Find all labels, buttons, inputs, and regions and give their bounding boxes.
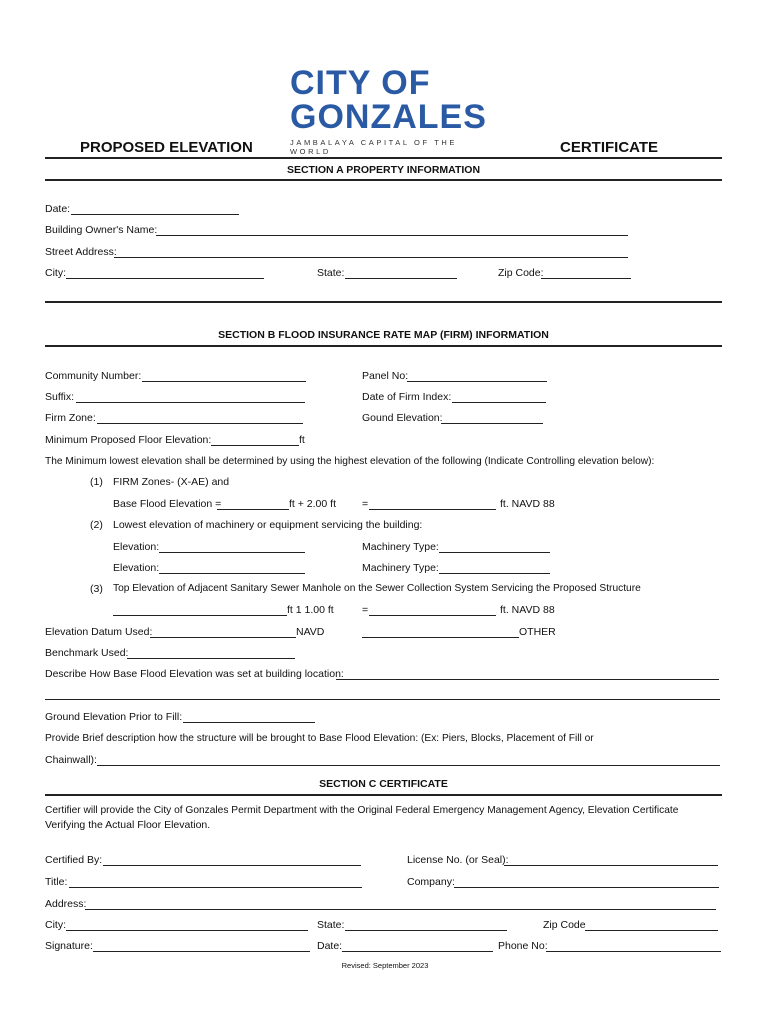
sewer-result-field[interactable] xyxy=(369,615,496,616)
describe-field[interactable] xyxy=(336,679,719,680)
company-field[interactable] xyxy=(454,887,719,888)
datum-label: Elevation Datum Used: xyxy=(45,626,153,638)
company-label: Company: xyxy=(407,876,455,888)
section-b-bottom-rule xyxy=(45,345,722,347)
logo-tagline: JAMBALAYA CAPITAL OF THE WORLD xyxy=(290,138,458,156)
panel-label: Panel No: xyxy=(362,370,409,382)
datum-navd: NAVD xyxy=(296,626,325,638)
elevation2-field[interactable] xyxy=(159,573,305,574)
bfe-equals: = xyxy=(362,498,369,510)
street-field[interactable] xyxy=(114,257,628,258)
community-label: Community Number: xyxy=(45,370,142,382)
community-field[interactable] xyxy=(142,381,306,382)
logo-line1: CITY OF xyxy=(290,64,431,102)
min-floor-unit: ft xyxy=(299,434,305,446)
c-state-field[interactable] xyxy=(345,930,507,931)
c-city-field[interactable] xyxy=(66,930,308,931)
section-c-rule xyxy=(45,794,722,796)
section-c-heading: SECTION C CERTIFICATE xyxy=(319,778,448,790)
suffix-label: Suffix: xyxy=(45,391,74,403)
datum-navd-field[interactable] xyxy=(150,637,296,638)
state-label: State: xyxy=(317,267,345,279)
item3-number: (3) xyxy=(90,583,103,595)
item1-number: (1) xyxy=(90,476,103,488)
c-zip-field[interactable] xyxy=(585,930,718,931)
item2-text: Lowest elevation of machinery or equipment servicing the building: xyxy=(113,519,423,531)
date-label: Date: xyxy=(45,203,71,215)
section-a-top-rule xyxy=(45,157,722,159)
signature-label: Signature: xyxy=(45,940,93,952)
bfe-plus: ft + 2.00 ft xyxy=(289,498,336,510)
c-zip-label: Zip Code xyxy=(543,919,586,931)
section-c-para-line1: Certifier will provide the City of Gonzales Permit Department with the Original Federal Emergency Management Agency, Elevation Certificate xyxy=(45,805,679,816)
ground-field[interactable] xyxy=(441,423,543,424)
sewer-field[interactable] xyxy=(113,615,287,616)
c-date-label: Date: xyxy=(317,940,343,952)
bfe-label: Base Flood Elevation = xyxy=(113,498,222,510)
title-left: PROPOSED ELEVATION xyxy=(80,139,253,156)
item3-text: Top Elevation of Adjacent Sanitary Sewer Manhole on the Sewer Collection System Servicing the Proposed Structure xyxy=(113,583,641,594)
phone-label: Phone No: xyxy=(498,940,548,952)
describe-label: Describe How Base Flood Elevation was set at building location: xyxy=(45,668,344,680)
provide-label: Provide Brief description how the structure will be brought to Base Flood Elevation: (Ex: Piers, Blocks, Placement of Fill or xyxy=(45,733,594,744)
sewer-plus: ft 1 1.00 ft xyxy=(287,604,334,616)
datum-other-field[interactable] xyxy=(362,637,519,638)
describe-field-line2[interactable] xyxy=(45,699,720,700)
machinery1-label: Machinery Type: xyxy=(362,541,439,553)
zip-field[interactable] xyxy=(541,278,631,279)
firm-date-label: Date of Firm Index: xyxy=(362,391,452,403)
c-date-field[interactable] xyxy=(342,951,493,952)
section-c-para-line2: Verifying the Actual Floor Elevation. xyxy=(45,819,211,831)
title-field[interactable] xyxy=(69,887,362,888)
section-b-heading: SECTION B FLOOD INSURANCE RATE MAP (FIRM) INFORMATION xyxy=(218,329,549,341)
elevation1-field[interactable] xyxy=(159,552,305,553)
c-state-label: State: xyxy=(317,919,345,931)
title-label: Title: xyxy=(45,876,68,888)
item1-text: FIRM Zones- (X-AE) and xyxy=(113,476,230,488)
machinery2-label: Machinery Type: xyxy=(362,562,439,574)
city-field[interactable] xyxy=(66,278,264,279)
instruction-text: The Minimum lowest elevation shall be determined by using the highest elevation of the following (Indicate Controlling elevation below): xyxy=(45,456,655,467)
chainwall-field[interactable] xyxy=(97,765,720,766)
date-field[interactable] xyxy=(71,214,239,215)
owner-field[interactable] xyxy=(156,235,628,236)
state-field[interactable] xyxy=(345,278,457,279)
item2-number: (2) xyxy=(90,519,103,531)
firm-zone-field[interactable] xyxy=(97,423,303,424)
min-floor-field[interactable] xyxy=(211,445,299,446)
elevation2-label: Elevation: xyxy=(113,562,160,574)
certified-by-field[interactable] xyxy=(103,865,361,866)
benchmark-field[interactable] xyxy=(127,658,295,659)
bfe-result-field[interactable] xyxy=(369,509,496,510)
section-b-top-rule xyxy=(45,301,722,303)
signature-field[interactable] xyxy=(93,951,310,952)
title-right: CERTIFICATE xyxy=(560,139,659,156)
license-field[interactable] xyxy=(504,865,718,866)
certified-by-label: Certified By: xyxy=(45,854,103,866)
ground-label: Gound Elevation: xyxy=(362,412,443,424)
logo-line2: GONZALES xyxy=(290,98,487,136)
phone-field[interactable] xyxy=(546,951,721,952)
suffix-field[interactable] xyxy=(76,402,305,403)
section-a-heading: SECTION A PROPERTY INFORMATION xyxy=(286,164,481,176)
bfe-field[interactable] xyxy=(217,509,289,510)
ground-prior-field[interactable] xyxy=(183,722,315,723)
firm-date-field[interactable] xyxy=(452,402,546,403)
firm-zone-label: Firm Zone: xyxy=(45,412,96,424)
panel-field[interactable] xyxy=(407,381,547,382)
zip-label: Zip Code: xyxy=(498,267,544,279)
section-a-bottom-rule xyxy=(45,179,722,181)
machinery1-field[interactable] xyxy=(439,552,550,553)
datum-other: OTHER xyxy=(519,626,556,638)
street-label: Street Address: xyxy=(45,246,117,258)
bfe-navd: ft. NAVD 88 xyxy=(500,498,555,510)
owner-label: Building Owner's Name: xyxy=(45,224,158,236)
sewer-navd: ft. NAVD 88 xyxy=(500,604,555,616)
min-floor-label: Minimum Proposed Floor Elevation: xyxy=(45,434,212,446)
benchmark-label: Benchmark Used: xyxy=(45,647,129,659)
elevation1-label: Elevation: xyxy=(113,541,160,553)
revised-footer: Revised: September 2023 xyxy=(341,961,429,970)
address-label: Address: xyxy=(45,898,87,910)
c-city-label: City: xyxy=(45,919,66,931)
license-label: License No. (or Seal): xyxy=(407,854,509,866)
sewer-equals: = xyxy=(362,604,369,616)
ground-prior-label: Ground Elevation Prior to Fill: xyxy=(45,711,183,723)
machinery2-field[interactable] xyxy=(439,573,550,574)
city-label: City: xyxy=(45,267,66,279)
address-field[interactable] xyxy=(85,909,716,910)
chainwall-label: Chainwall): xyxy=(45,754,97,766)
